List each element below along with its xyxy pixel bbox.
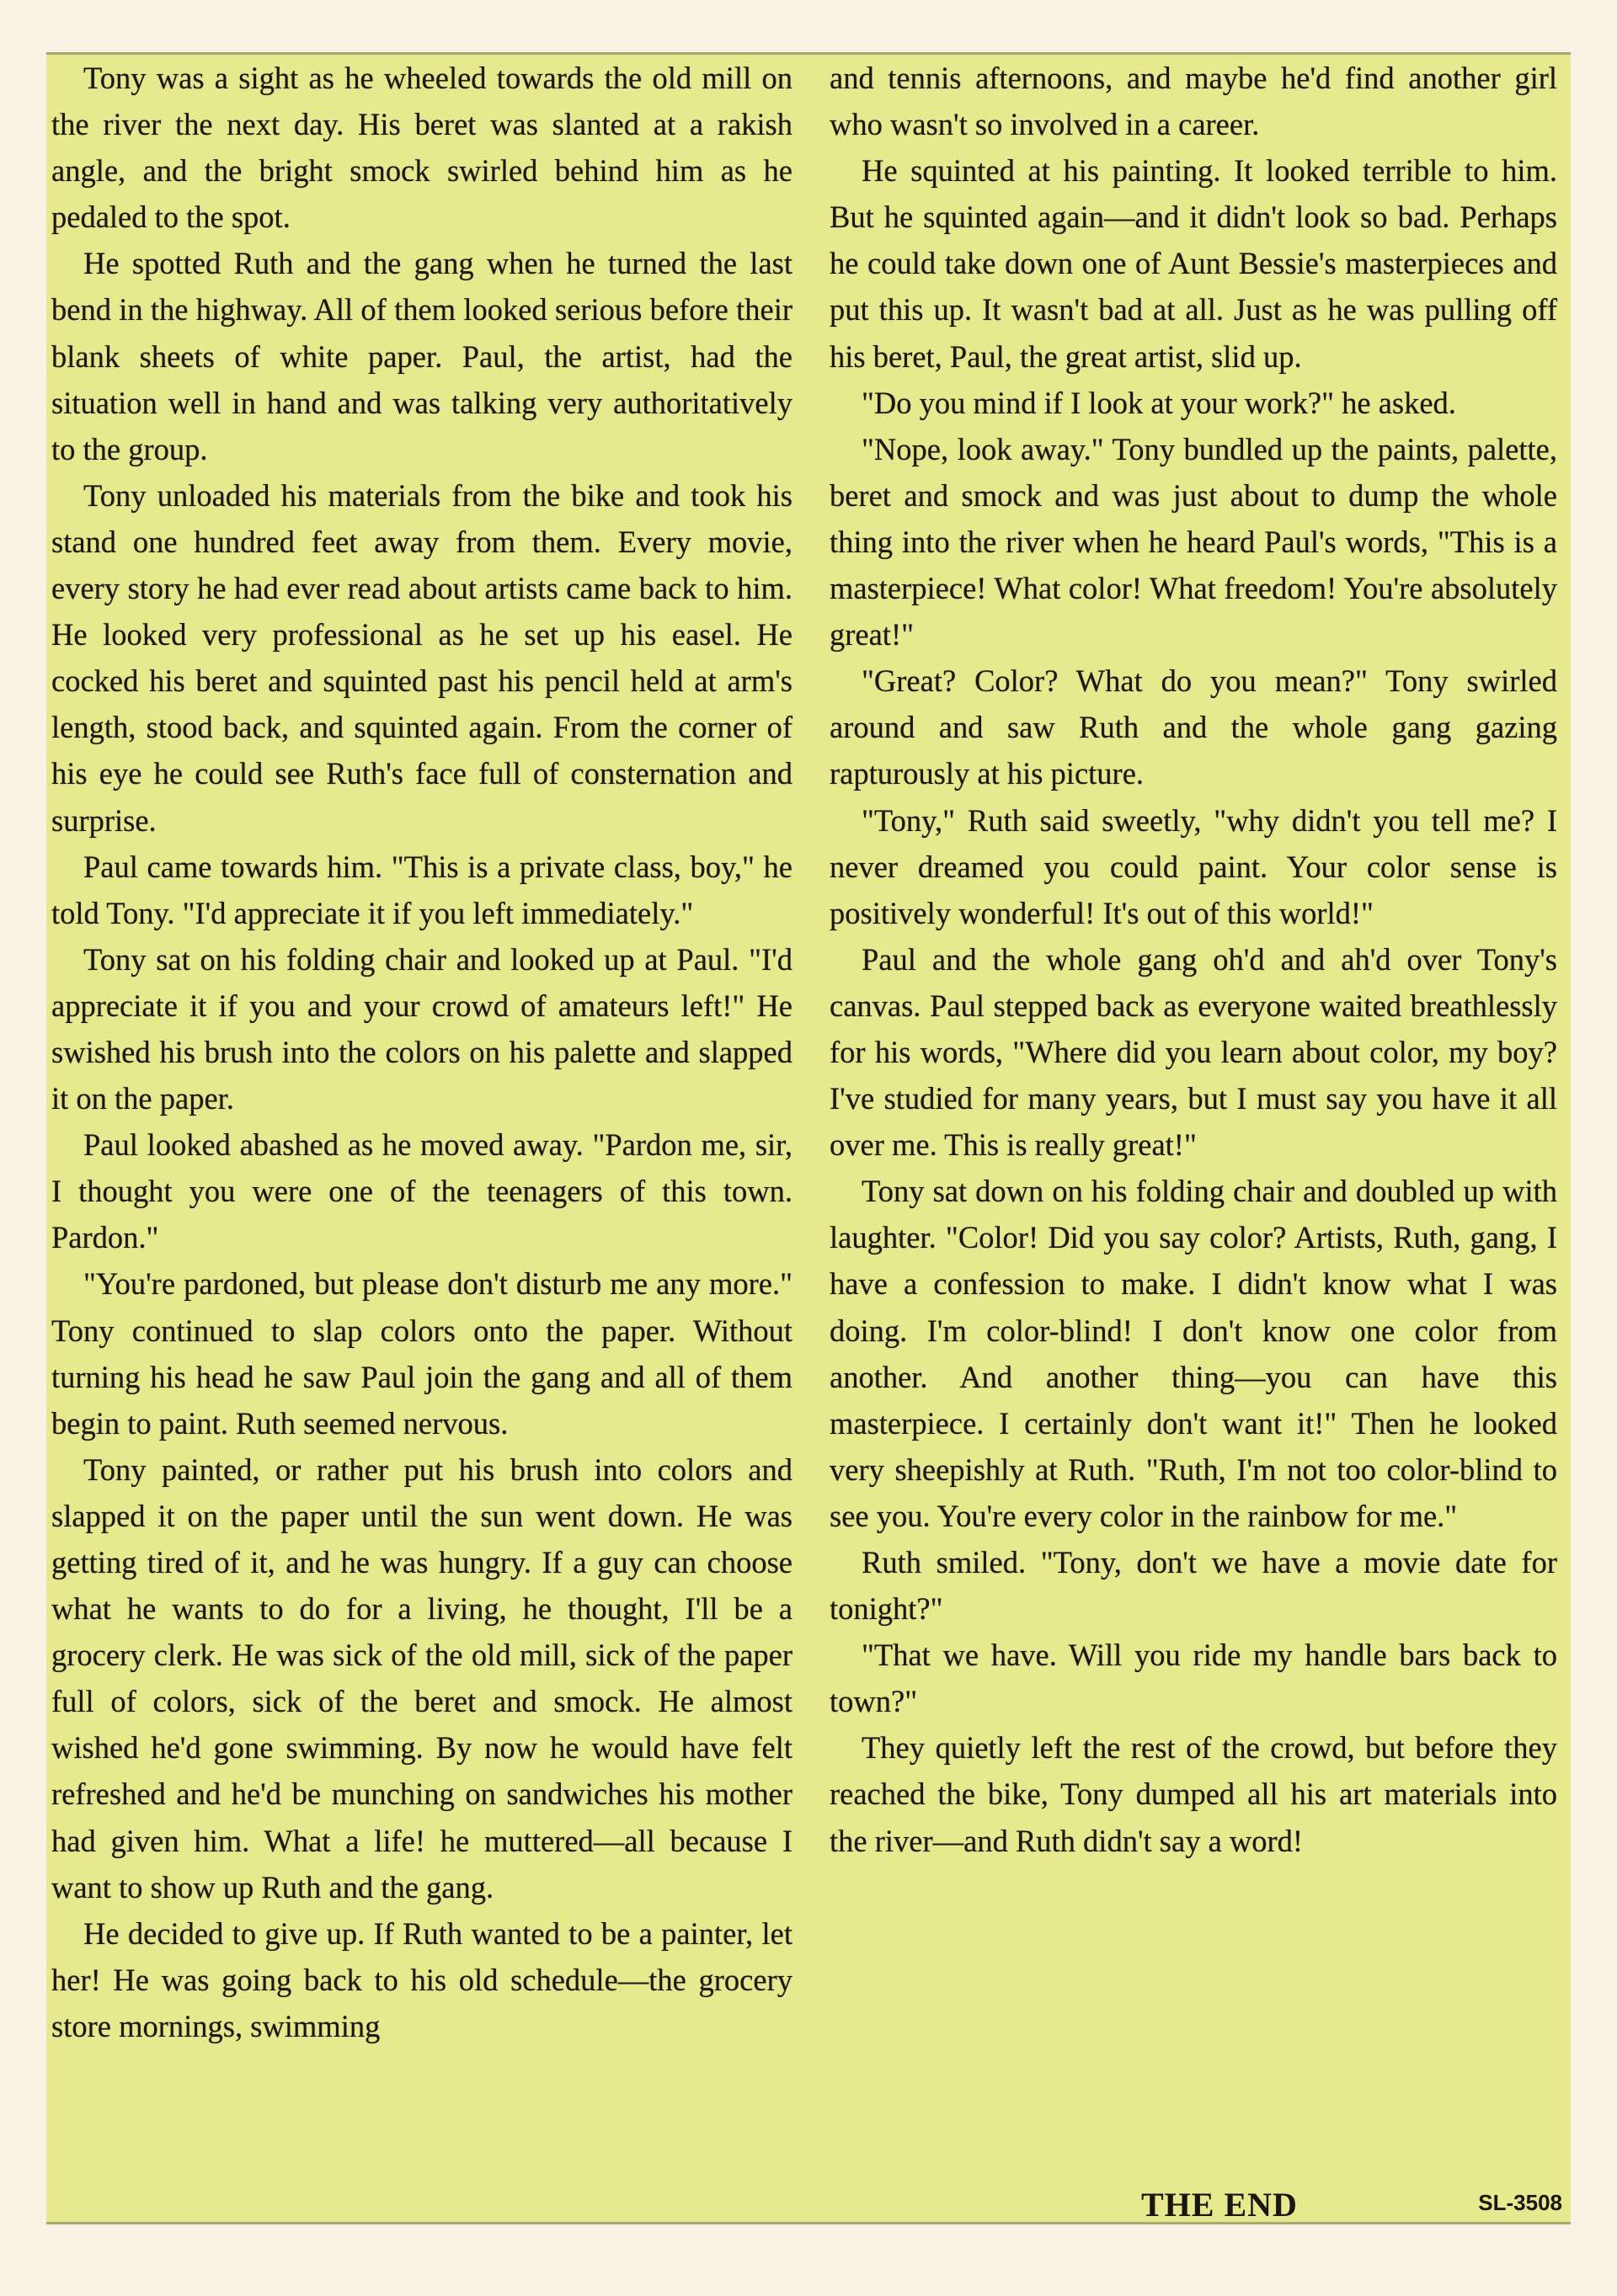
paragraph: Tony painted, or rather put his brush into colors and slapped it on the paper until the sun went down. He was getting tired of it, and he was hungry. If a guy can choose what he wants to do for a living, he thought, I'll be a grocery clerk. He was sick of the old mill, sick of the paper full of colors, sick of the beret and smock. He almost wished he'd gone swimming. By now he would have felt refreshed and he'd be munching on sandwiches his mother had given him. What a life! he muttered—all because I want to show up Ruth and the gang. <box>51 1452 792 1904</box>
paragraph: Paul came towards him. "This is a private class, boy," he told Tony. "I'd appreciate it if you left immediately." <box>51 849 792 930</box>
paragraph: He spotted Ruth and the gang when he turned the last bend in the highway. All of them looked serious before their blank sheets of white paper. Paul, the artist, had the situation well in hand and was talking very authoritatively to the group. <box>51 246 792 466</box>
paragraph: "Great? Color? What do you mean?" Tony swirled around and saw Ruth and the whole gang gazing rapturously at his picture. <box>830 663 1557 791</box>
paragraph: Tony unloaded his materials from the bike and took his stand one hundred feet away from them. Every movie, every story he had ever read about artists came back to him. He looked very professional as he set up his easel. He cocked his beret and squinted past his pencil held at arm's length, stood back, and squinted again. From the corner of his eye he could see Ruth's face full of consternation and surprise. <box>51 477 792 838</box>
paragraph: Tony sat down on his folding chair and doubled up with laughter. "Color! Did you say color? Artists, Ruth, gang, I have a confession to make. I didn't know what I was doing. I'm color-blind! I don't know one color from another. And another thing—you can have this masterpiece. I certainly don't want it!" Then he looked very sheepishly at Ruth. "Ruth, I'm not too color-blind to see you. You're every color in the rainbow for me." <box>830 1174 1557 1533</box>
paragraph-continued: and tennis afternoons, and maybe he'd find another girl who wasn't so involved in a career. <box>830 61 1557 142</box>
end-title: THE END <box>1141 2186 1298 2224</box>
paragraph: "That we have. Will you ride my handle bars back to town?" <box>830 1638 1557 1719</box>
paragraph: Ruth smiled. "Tony, don't we have a movie date for tonight?" <box>830 1545 1557 1627</box>
paragraph: "Nope, look away." Tony bundled up the paints, palette, beret and smock and was just about to dump the whole thing into the river when he heard Paul's words, "This is a masterpiece! What color! What freedom! You're absolutely great!" <box>830 431 1557 653</box>
story-footer <box>830 2185 1562 2227</box>
paragraph: "You're pardoned, but please don't disturb me any more." Tony continued to slap colors onto the paper. Without turning his head he saw Paul join the gang and all of them begin to paint. Ruth seemed nervous. <box>51 1266 792 1441</box>
paragraph: Tony was a sight as he wheeled towards the old mill on the river the next day. His beret was slanted at a rakish angle, and the bright smock swirled behind him as he pedaled to the spot. <box>51 61 792 235</box>
left-text-column <box>51 55 792 2222</box>
paragraph: "Do you mind if I look at your work?" he asked. <box>862 385 1456 420</box>
right-text-column <box>830 55 1557 2222</box>
paragraph: Paul looked abashed as he moved away. "Pardon me, sir, I thought you were one of the teenagers of this town. Pardon." <box>51 1127 792 1255</box>
job-code: SL-3508 <box>1478 2190 1562 2215</box>
paragraph: Tony sat on his folding chair and looked up at Paul. "I'd appreciate it if you and your crowd of amateurs left!" He swished his brush into the colors on his palette and slapped it on the paper. <box>51 941 792 1116</box>
paragraph: "Tony," Ruth said sweetly, "why didn't you tell me? I never dreamed you could paint. Your color sense is positively wonderful! It's out of this world!" <box>830 802 1557 930</box>
story-page <box>46 52 1571 2224</box>
paragraph: They quietly left the rest of the crowd, but before they reached the bike, Tony dumped all his art materials into the river—and Ruth didn't say a word! <box>830 1730 1557 1858</box>
paragraph: Paul and the whole gang oh'd and ah'd over Tony's canvas. Paul stepped back as everyone waited breathlessly for his words, "Where did you learn about color, my boy? I've studied for many years, but I must say you have it all over me. This is really great!" <box>830 941 1557 1163</box>
paragraph: He decided to give up. If Ruth wanted to be a painter, let her! He was going back to his old schedule—the grocery store mornings, swimming <box>51 1915 792 2043</box>
paragraph: He squinted at his painting. It looked terrible to him. But he squinted again—and it didn't look so bad. Perhaps he could take down one of Aunt Bessie's masterpieces and put this up. It wasn't bad at all. Just as he was pulling off his beret, Paul, the great artist, slid up. <box>830 153 1557 374</box>
